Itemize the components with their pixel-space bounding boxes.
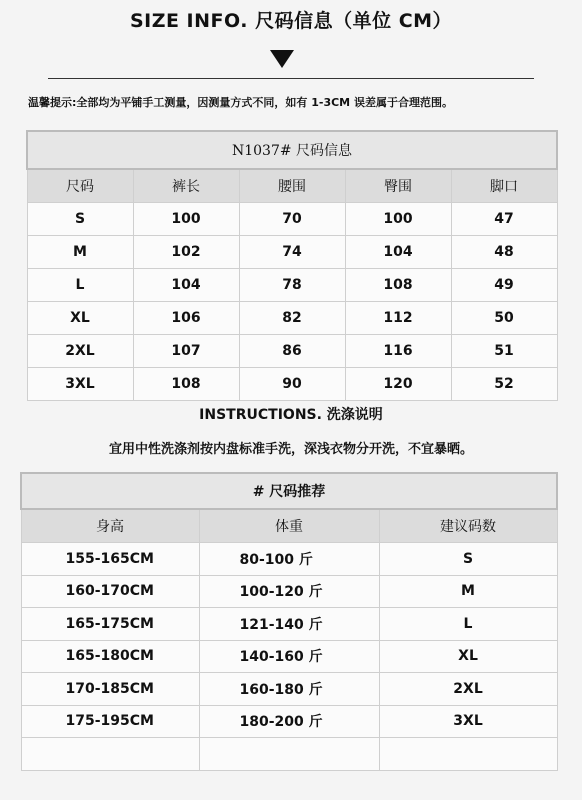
table-row bbox=[21, 575, 557, 608]
size-info-table bbox=[26, 130, 558, 401]
column-header: 脚口 bbox=[451, 169, 557, 203]
waist-cell: 74 bbox=[239, 236, 345, 269]
hem-cell: 47 bbox=[451, 203, 557, 236]
waist-cell: 70 bbox=[239, 203, 345, 236]
table-row bbox=[21, 738, 557, 771]
height-cell: 175-195CM bbox=[21, 705, 199, 738]
column-header: 身高 bbox=[21, 509, 199, 543]
table-row bbox=[27, 203, 557, 236]
weight-cell: 140-160 斤 bbox=[199, 640, 379, 673]
height-cell bbox=[21, 738, 199, 771]
height-cell: 165-175CM bbox=[21, 608, 199, 641]
suggested-size-cell: 2XL bbox=[379, 673, 557, 706]
weight-cell: 80-100 斤 bbox=[199, 543, 379, 576]
table-row bbox=[27, 302, 557, 335]
size-cell: S bbox=[27, 203, 133, 236]
suggested-size-cell: S bbox=[379, 543, 557, 576]
suggested-size-cell: M bbox=[379, 575, 557, 608]
table-row bbox=[21, 608, 557, 641]
hip-cell: 112 bbox=[345, 302, 451, 335]
column-header: 裤长 bbox=[133, 169, 239, 203]
length-cell: 107 bbox=[133, 335, 239, 368]
hip-cell: 100 bbox=[345, 203, 451, 236]
waist-cell: 82 bbox=[239, 302, 345, 335]
hem-cell: 52 bbox=[451, 368, 557, 401]
hip-cell: 116 bbox=[345, 335, 451, 368]
column-header: 臀围 bbox=[345, 169, 451, 203]
suggested-size-cell bbox=[379, 738, 557, 771]
length-cell: 100 bbox=[133, 203, 239, 236]
length-cell: 104 bbox=[133, 269, 239, 302]
hip-cell: 120 bbox=[345, 368, 451, 401]
weight-cell: 121-140 斤 bbox=[199, 608, 379, 641]
table-row bbox=[21, 673, 557, 706]
hip-cell: 108 bbox=[345, 269, 451, 302]
column-header: 建议码数 bbox=[379, 509, 557, 543]
suggested-size-cell: 3XL bbox=[379, 705, 557, 738]
weight-cell: 180-200 斤 bbox=[199, 705, 379, 738]
weight-cell: 100-120 斤 bbox=[199, 575, 379, 608]
table-row bbox=[21, 640, 557, 673]
size-cell: 2XL bbox=[27, 335, 133, 368]
height-cell: 165-180CM bbox=[21, 640, 199, 673]
hem-cell: 51 bbox=[451, 335, 557, 368]
recommend-table-caption: # 尺码推荐 bbox=[21, 473, 557, 509]
length-cell: 108 bbox=[133, 368, 239, 401]
height-cell: 155-165CM bbox=[21, 543, 199, 576]
table-row bbox=[27, 236, 557, 269]
instructions-title: INSTRUCTIONS. 洗涤说明 bbox=[199, 407, 383, 423]
arrow-down-icon bbox=[270, 50, 294, 68]
size-cell: 3XL bbox=[27, 368, 133, 401]
weight-cell bbox=[199, 738, 379, 771]
size-table-caption: N1037# 尺码信息 bbox=[27, 131, 557, 169]
suggested-size-cell: L bbox=[379, 608, 557, 641]
suggested-size-cell: XL bbox=[379, 640, 557, 673]
length-cell: 106 bbox=[133, 302, 239, 335]
column-header: 尺码 bbox=[27, 169, 133, 203]
table-row bbox=[21, 543, 557, 576]
page-title: SIZE INFO. 尺码信息（单位 CM） bbox=[129, 10, 453, 32]
hem-cell: 48 bbox=[451, 236, 557, 269]
column-header: 体重 bbox=[199, 509, 379, 543]
hip-cell: 104 bbox=[345, 236, 451, 269]
waist-cell: 90 bbox=[239, 368, 345, 401]
size-cell: XL bbox=[27, 302, 133, 335]
waist-cell: 78 bbox=[239, 269, 345, 302]
column-header: 腰围 bbox=[239, 169, 345, 203]
height-cell: 160-170CM bbox=[21, 575, 199, 608]
size-cell: M bbox=[27, 236, 133, 269]
table-row bbox=[27, 368, 557, 401]
size-cell: L bbox=[27, 269, 133, 302]
size-recommend-table bbox=[20, 472, 558, 771]
weight-cell: 160-180 斤 bbox=[199, 673, 379, 706]
table-row bbox=[27, 335, 557, 368]
divider bbox=[48, 78, 534, 79]
height-cell: 170-185CM bbox=[21, 673, 199, 706]
measurement-tip: 温馨提示:全部均为平铺手工测量，因测量方式不同，如有 1-3CM 误差属于合理范围。 bbox=[28, 96, 453, 109]
instructions-body: 宜用中性洗涤剂按内盘标准手洗，深浅衣物分开洗，不宜暴晒。 bbox=[108, 442, 473, 457]
table-row bbox=[21, 705, 557, 738]
table-row bbox=[27, 269, 557, 302]
hem-cell: 49 bbox=[451, 269, 557, 302]
hem-cell: 50 bbox=[451, 302, 557, 335]
length-cell: 102 bbox=[133, 236, 239, 269]
waist-cell: 86 bbox=[239, 335, 345, 368]
